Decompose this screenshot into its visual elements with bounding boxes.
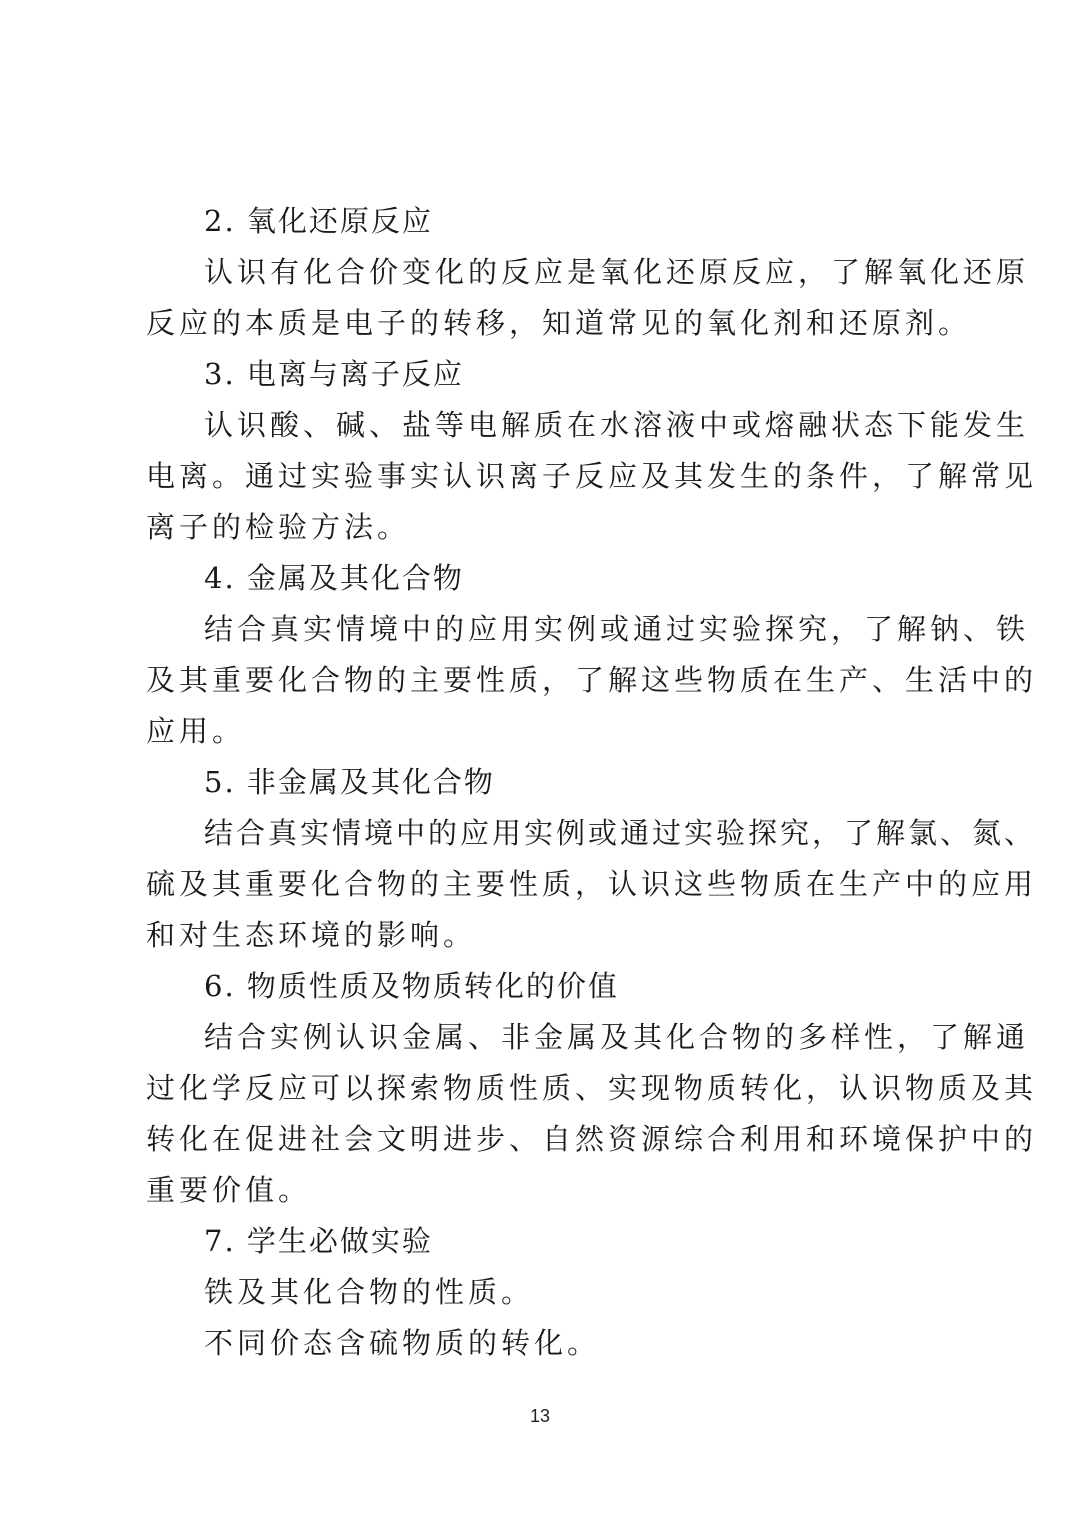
paragraph-line: 重要价值。 — [146, 1173, 312, 1207]
section-heading: 3. 电离与离子反应 — [204, 357, 464, 391]
paragraph-line: 及其重要化合物的主要性质，了解这些物质在生产、生活中的 — [146, 663, 1038, 697]
paragraph-line: 不同价态含硫物质的转化。 — [204, 1326, 601, 1360]
paragraph-line: 认识酸、碱、盐等电解质在水溶液中或熔融状态下能发生 — [204, 408, 1030, 442]
paragraph-line: 结合真实情境中的应用实例或通过实验探究，了解钠、铁 — [204, 612, 1030, 646]
section-heading: 7. 学生必做实验 — [204, 1224, 433, 1258]
paragraph-line: 应用。 — [146, 714, 246, 748]
paragraph-line: 认识有化合价变化的反应是氧化还原反应，了解氧化还原 — [204, 255, 1030, 289]
section-heading: 5. 非金属及其化合物 — [204, 765, 495, 799]
paragraph-line: 铁及其化合物的性质。 — [204, 1275, 535, 1309]
section-heading: 2. 氧化还原反应 — [204, 204, 433, 238]
section-heading: 6. 物质性质及物质转化的价值 — [204, 969, 619, 1003]
paragraph-line: 和对生态环境的影响。 — [146, 918, 477, 952]
paragraph-line: 电离。通过实验事实认识离子反应及其发生的条件，了解常见 — [146, 459, 1038, 493]
paragraph-line: 反应的本质是电子的转移，知道常见的氧化剂和还原剂。 — [146, 306, 972, 340]
paragraph-line: 结合实例认识金属、非金属及其化合物的多样性，了解通 — [204, 1020, 1030, 1054]
paragraph-line: 硫及其重要化合物的主要性质，认识这些物质在生产中的应用 — [146, 867, 1038, 901]
paragraph-line: 离子的检验方法。 — [146, 510, 411, 544]
section-heading: 4. 金属及其化合物 — [204, 561, 464, 595]
paragraph-line: 转化在促进社会文明进步、自然资源综合利用和环境保护中的 — [146, 1122, 1038, 1156]
paragraph-line: 过化学反应可以探索物质性质、实现物质转化，认识物质及其 — [146, 1071, 1038, 1105]
paragraph-line: 结合真实情境中的应用实例或通过实验探究，了解氯、氮、 — [204, 816, 1037, 850]
page-number: 13 — [529, 1406, 551, 1426]
